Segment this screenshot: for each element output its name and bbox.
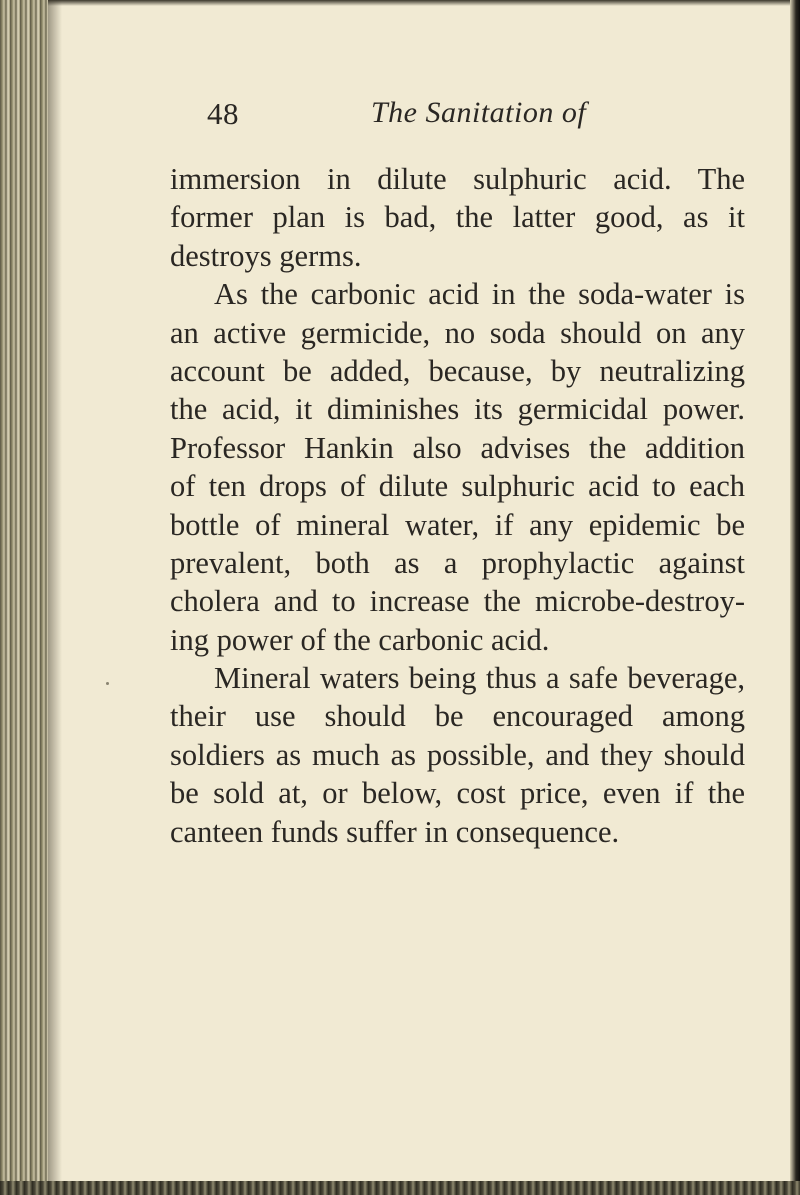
text-line: Mineral waters being thus a safe beverage,: [214, 661, 745, 696]
text-line: Professor Hankin also advises the addition: [170, 430, 745, 465]
text-line: the acid, it diminishes its germicidal power.: [170, 392, 745, 427]
text-line: prevalent, both as a prophylactic against: [170, 545, 745, 580]
body-text: [170, 160, 745, 851]
text-line: destroys germs.: [170, 238, 362, 273]
bottom-page-edge: [0, 1181, 800, 1195]
text-line: canteen funds suffer in consequence.: [170, 814, 620, 849]
text-line: be sold at, or below, cost price, even if the: [170, 776, 745, 811]
text-line: As the carbonic acid in the soda-water is: [214, 277, 745, 312]
page-number: 48: [207, 96, 239, 131]
text-line: former plan is bad, the latter good, as it: [170, 200, 745, 235]
text-line: an active germicide, no soda should on any: [170, 315, 745, 350]
text-line: soldiers as much as possible, and they should: [170, 737, 745, 772]
running-head: The Sanitation of: [371, 96, 587, 129]
text-line: ing power of the carbonic acid.: [170, 622, 550, 657]
top-page-edge: [48, 0, 800, 6]
text-line: account be added, because, by neutralizing: [170, 353, 745, 388]
text-line: bottle of mineral water, if any epidemic be: [170, 507, 745, 542]
page-header: [207, 96, 767, 142]
text-line: of ten drops of dilute sulphuric acid to each: [170, 469, 745, 504]
right-page-edge: [790, 0, 800, 1195]
paper-speck: [106, 682, 109, 685]
gutter-shadow: [48, 0, 62, 1195]
text-line: immersion in dilute sulphuric acid. The: [170, 162, 745, 196]
page-gutter-edge: [0, 0, 48, 1195]
text-line: their use should be encouraged among: [170, 699, 745, 734]
text-line: cholera and to increase the microbe-destroy-: [170, 584, 745, 619]
